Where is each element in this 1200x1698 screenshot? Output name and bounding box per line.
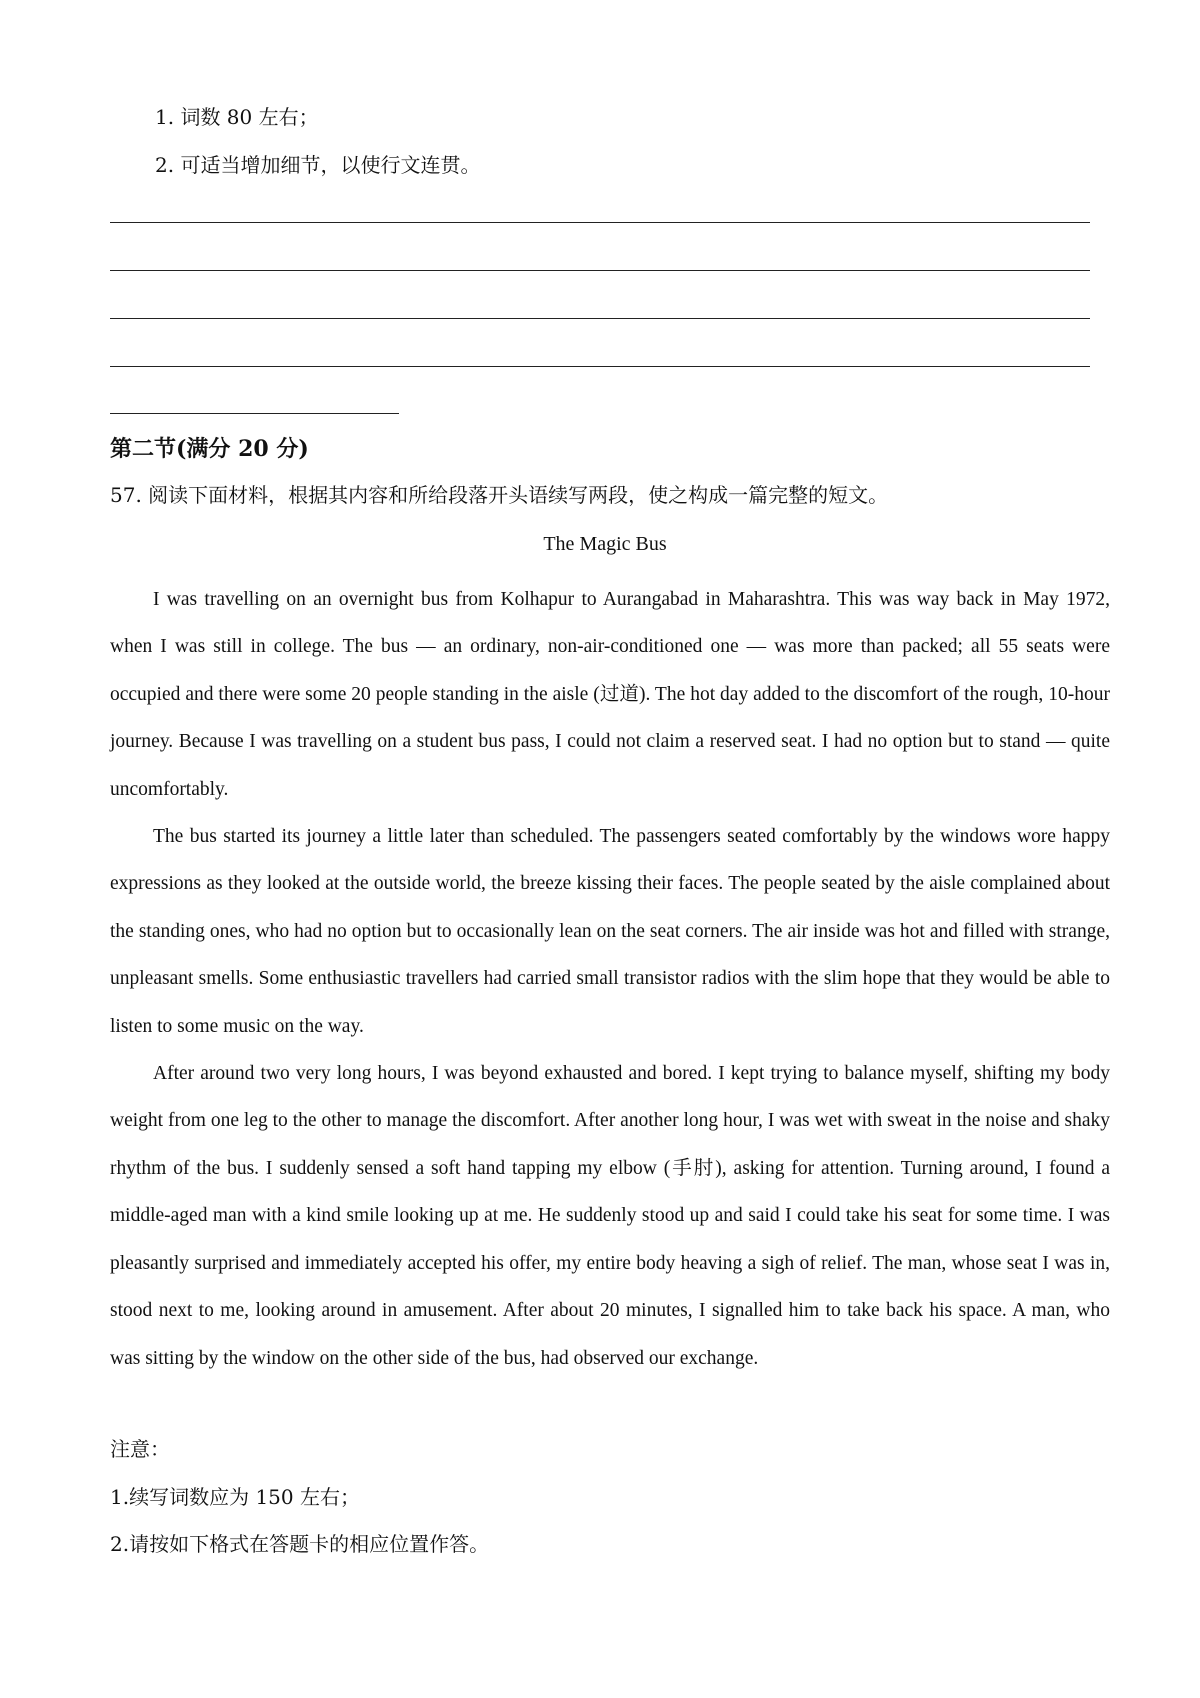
answer-line[interactable] [110,366,1090,367]
requirement-item-2: 2. 可适当增加细节，以使行文连贯。 [155,153,481,177]
notes-label: 注意： [110,1437,170,1461]
answer-line[interactable] [110,222,1090,223]
passage-title: The Magic Bus [543,533,667,555]
passage-body [110,576,1110,1382]
note-item-1: 1.续写词数应为 150 左右； [110,1485,360,1509]
passage-paragraph-1: I was travelling on an overnight bus from Kolhapur to Aurangabad in Maharashtra. This was way back in May 1972, when I was still in college. The bus — an ordinary, non-air-conditioned one — was more than packed; all 55 seats were occupied and there were some 20 people standing in the aisle (过道). The hot day added to the discomfort of the rough, 10-hour journey. Because I was travelling on a student bus pass, I could not claim a reserved seat. I had no option but to stand — quite uncomfortably. [110,589,1110,800]
answer-line[interactable] [110,413,399,414]
note-item-2: 2.请按如下格式在答题卡的相应位置作答。 [110,1532,490,1556]
question-instruction: 57. 阅读下面材料，根据其内容和所给段落开头语续写两段，使之构成一篇完整的短文。 [110,483,889,507]
passage-paragraph-3: After around two very long hours, I was beyond exhausted and bored. I kept trying to balance myself, shifting my body weight from one leg to the other to manage the discomfort. After another long hour, I was wet with sweat in the noise and shaky rhythm of the bus. I suddenly sensed a soft hand tapping my elbow (手肘), asking for attention. Turning around, I found a middle-aged man with a kind smile looking up at me. He suddenly stood up and said I could take his seat for some time. I was pleasantly surprised and immediately accepted his offer, my entire body heaving a sigh of relief. The man, whose seat I was in, stood next to me, looking around in amusement. After about 20 minutes, I signalled him to take back his space. A man, who was sitting by the window on the other side of the bus, had observed our exchange. [110,1063,1110,1369]
answer-line[interactable] [110,270,1090,271]
section-heading: 第二节(满分 20 分) [110,436,309,462]
answer-line[interactable] [110,318,1090,319]
passage-paragraph-2: The bus started its journey a little later than scheduled. The passengers seated comfortably by the windows wore happy expressions as they looked at the outside world, the breeze kissing their faces. The people seated by the aisle complained about the standing ones, who had no option but to occasionally lean on the seat corners. The air inside was hot and filled with strange, unpleasant smells. Some enthusiastic travellers had carried small transistor radios with the slim hope that they would be able to listen to some music on the way. [110,826,1110,1037]
requirement-item-1: 1. 词数 80 左右； [155,105,319,129]
